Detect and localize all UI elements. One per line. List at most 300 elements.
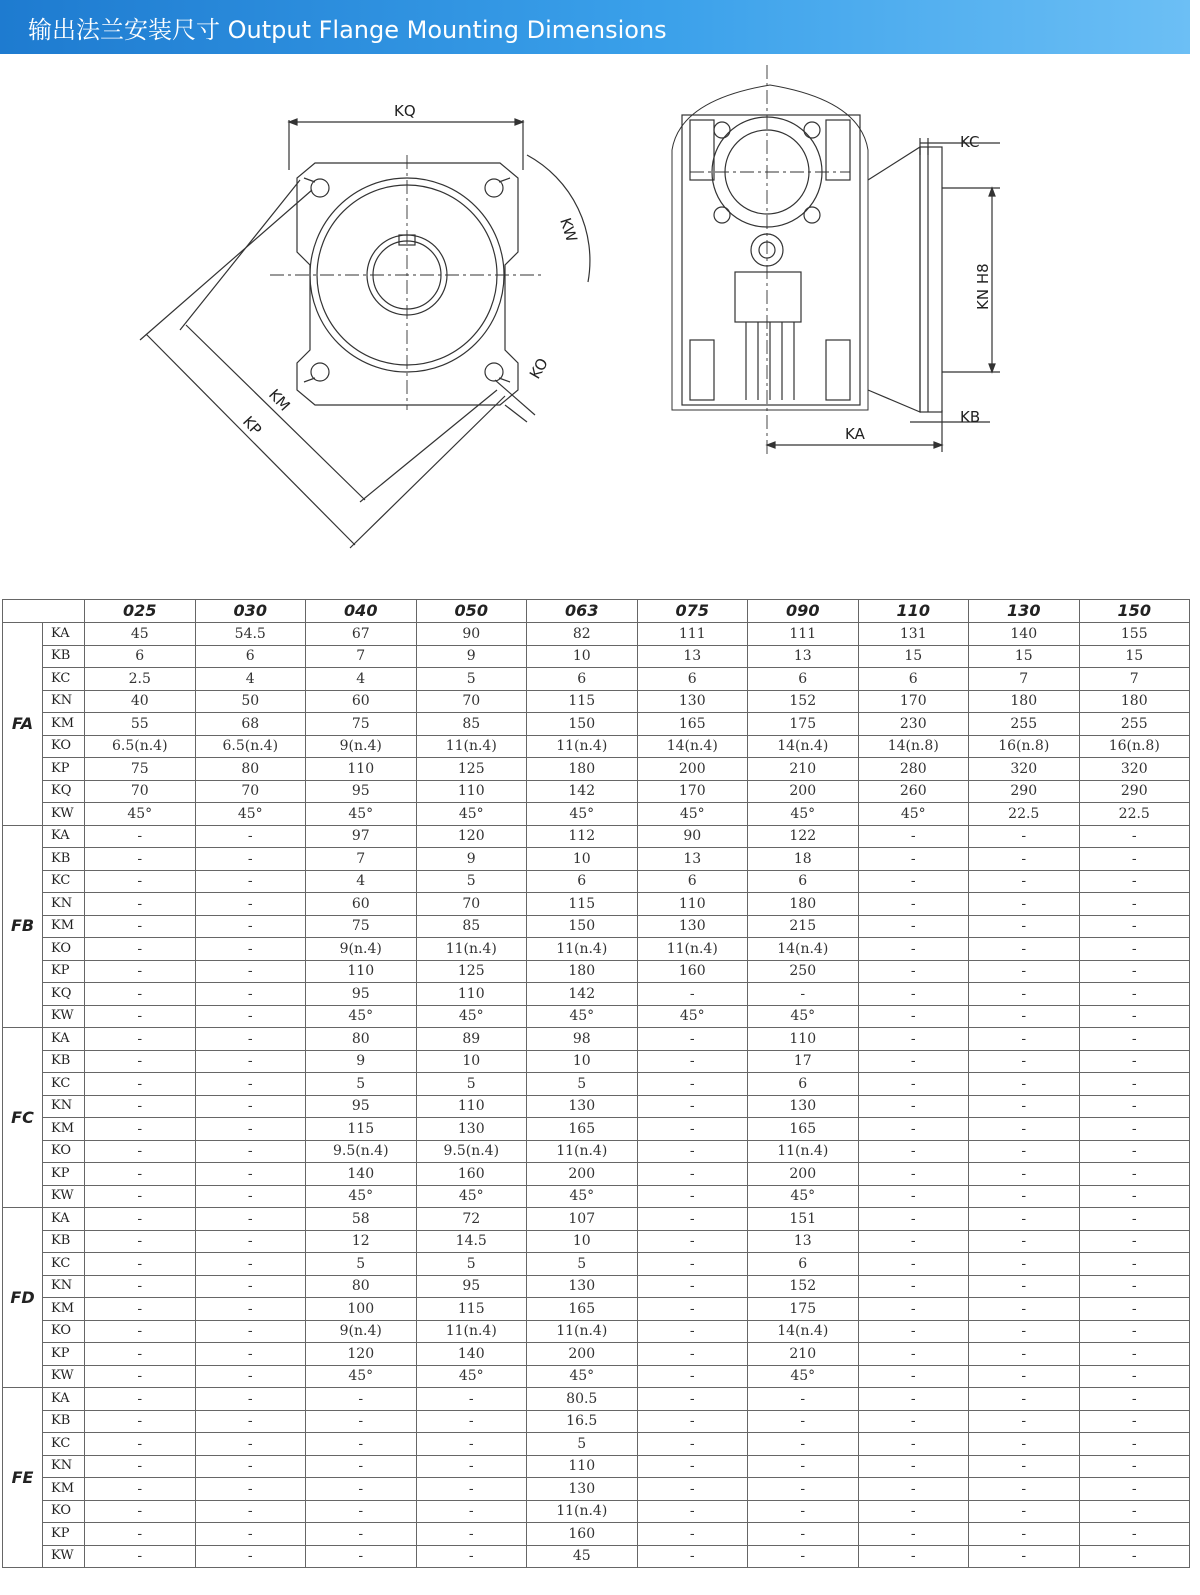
value-cell: - [416,1388,527,1411]
value-cell: - [858,1230,969,1253]
value-cell: 5 [527,1073,638,1096]
value-cell: 130 [416,1118,527,1141]
value-cell: 115 [306,1118,417,1141]
parameter-cell: KM [43,915,85,938]
value-cell: - [1079,960,1190,983]
value-cell: - [969,1500,1080,1523]
value-cell: - [858,1343,969,1366]
value-cell: - [858,893,969,916]
value-cell: - [637,1163,748,1186]
value-cell: - [858,1118,969,1141]
value-cell: 130 [527,1275,638,1298]
value-cell: 14(n.4) [748,1320,859,1343]
value-cell: - [85,848,196,871]
value-cell: 11(n.4) [527,1500,638,1523]
value-cell: 15 [858,645,969,668]
value-cell: - [85,938,196,961]
value-cell: - [195,1500,306,1523]
value-cell: - [1079,1523,1190,1546]
value-cell: 70 [195,780,306,803]
value-cell: - [858,1478,969,1501]
value-cell: 5 [416,668,527,691]
value-cell: - [1079,825,1190,848]
label-km: KM [265,385,294,415]
value-cell: 18 [748,848,859,871]
table-row [3,1073,1190,1096]
label-kp: KP [239,412,266,439]
value-cell: - [858,1185,969,1208]
value-cell: 67 [306,623,417,646]
value-cell: - [858,1095,969,1118]
value-cell: - [969,1298,1080,1321]
value-cell: 80 [195,758,306,781]
value-cell: - [85,1050,196,1073]
value-cell: - [969,1118,1080,1141]
table-row [3,735,1190,758]
table-row [3,983,1190,1006]
value-cell: - [195,1118,306,1141]
table-row [3,1253,1190,1276]
label-kc: KC [960,133,980,151]
value-cell: 155 [1079,623,1190,646]
value-cell: 170 [637,780,748,803]
value-cell: - [858,1455,969,1478]
parameter-cell: KM [43,1478,85,1501]
value-cell: - [1079,1095,1190,1118]
value-cell: - [748,1455,859,1478]
value-cell: 150 [527,915,638,938]
value-cell: 45° [306,1005,417,1028]
value-cell: - [195,1095,306,1118]
value-cell: - [637,1320,748,1343]
header-corner [3,600,85,623]
value-cell: - [85,1523,196,1546]
value-cell: - [858,1253,969,1276]
value-cell: 4 [306,870,417,893]
value-cell: 6 [527,668,638,691]
value-cell: - [969,1365,1080,1388]
table-row [3,623,1190,646]
value-cell: - [1079,1500,1190,1523]
value-cell: 70 [85,780,196,803]
table-row [3,870,1190,893]
value-cell: - [1079,1005,1190,1028]
value-cell: - [858,1163,969,1186]
value-cell: 110 [416,780,527,803]
flange-group-label: FB [3,825,43,1028]
value-cell: 111 [637,623,748,646]
value-cell: - [858,1005,969,1028]
value-cell: - [195,1140,306,1163]
parameter-cell: KW [43,1005,85,1028]
value-cell: - [85,1388,196,1411]
parameter-cell: KC [43,1433,85,1456]
table-row [3,915,1190,938]
value-cell: - [969,960,1080,983]
value-cell: - [748,1410,859,1433]
table-row [3,938,1190,961]
parameter-cell: KW [43,1545,85,1568]
value-cell: - [858,1410,969,1433]
value-cell: 9 [306,1050,417,1073]
parameter-cell: KP [43,1163,85,1186]
value-cell: - [306,1545,417,1568]
value-cell: 13 [637,848,748,871]
value-cell: 11(n.4) [527,1320,638,1343]
value-cell: 11(n.4) [416,1320,527,1343]
value-cell: - [416,1455,527,1478]
parameter-cell: KM [43,713,85,736]
parameter-cell: KM [43,1298,85,1321]
value-cell: 15 [969,645,1080,668]
value-cell: - [195,1320,306,1343]
value-cell: - [1079,1320,1190,1343]
value-cell: - [85,1275,196,1298]
value-cell: 131 [858,623,969,646]
value-cell: - [637,1433,748,1456]
value-cell: - [969,825,1080,848]
value-cell: 72 [416,1208,527,1231]
value-cell: - [1079,1365,1190,1388]
parameter-cell: KM [43,1118,85,1141]
value-cell: 80 [306,1275,417,1298]
value-cell: - [1079,1073,1190,1096]
value-cell: - [1079,1230,1190,1253]
value-cell: 230 [858,713,969,736]
value-cell: - [85,1005,196,1028]
table-row [3,1140,1190,1163]
value-cell: - [195,893,306,916]
value-cell: 6 [748,1073,859,1096]
value-cell: 9.5(n.4) [416,1140,527,1163]
value-cell: 6 [527,870,638,893]
value-cell: - [85,1410,196,1433]
table-row [3,893,1190,916]
value-cell: 13 [637,645,748,668]
parameter-cell: KQ [43,983,85,1006]
table-row [3,1095,1190,1118]
value-cell: 70 [416,893,527,916]
value-cell: - [1079,1410,1190,1433]
value-cell: - [195,1410,306,1433]
value-cell: 15 [1079,645,1190,668]
value-cell: - [85,915,196,938]
label-kb: KB [960,408,981,426]
value-cell: 40 [85,690,196,713]
value-cell: 45° [527,803,638,826]
value-cell: 110 [416,983,527,1006]
value-cell: - [1079,1275,1190,1298]
value-cell: 45° [637,1005,748,1028]
value-cell: 9 [416,848,527,871]
value-cell: 110 [748,1028,859,1051]
value-cell: - [1079,893,1190,916]
value-cell: 11(n.4) [416,938,527,961]
value-cell: 82 [527,623,638,646]
flange-group-label: FA [3,623,43,826]
value-cell: - [969,983,1080,1006]
value-cell: 250 [748,960,859,983]
value-cell: - [195,1163,306,1186]
value-cell: 45° [527,1185,638,1208]
value-cell: 115 [527,690,638,713]
table-row [3,645,1190,668]
parameter-cell: KC [43,870,85,893]
value-cell: - [1079,1455,1190,1478]
parameter-cell: KN [43,690,85,713]
value-cell: - [969,1433,1080,1456]
value-cell: - [858,938,969,961]
value-cell: 165 [637,713,748,736]
parameter-cell: KA [43,825,85,848]
value-cell: 260 [858,780,969,803]
value-cell: 140 [306,1163,417,1186]
parameter-cell: KB [43,1410,85,1433]
value-cell: - [637,1343,748,1366]
value-cell: - [858,1433,969,1456]
table-row [3,1298,1190,1321]
value-cell: - [858,1523,969,1546]
value-cell: 180 [748,893,859,916]
value-cell: 17 [748,1050,859,1073]
value-cell: 110 [306,758,417,781]
parameter-cell: KN [43,893,85,916]
parameter-cell: KA [43,1388,85,1411]
value-cell: - [416,1523,527,1546]
value-cell: - [969,1163,1080,1186]
value-cell: - [858,1388,969,1411]
parameter-cell: KA [43,623,85,646]
column-header: 040 [306,600,417,623]
value-cell: - [85,1140,196,1163]
value-cell: - [306,1500,417,1523]
value-cell: - [637,1545,748,1568]
value-cell: 210 [748,758,859,781]
parameter-cell: KN [43,1275,85,1298]
value-cell: - [748,1388,859,1411]
value-cell: - [637,1455,748,1478]
value-cell: 125 [416,960,527,983]
value-cell: - [969,1230,1080,1253]
flange-group-label: FC [3,1028,43,1208]
value-cell: - [969,1410,1080,1433]
parameter-cell: KB [43,645,85,668]
value-cell: 6 [195,645,306,668]
value-cell: 165 [527,1118,638,1141]
value-cell: 6 [85,645,196,668]
value-cell: - [637,1073,748,1096]
value-cell: - [1079,1140,1190,1163]
value-cell: - [306,1388,417,1411]
value-cell: 120 [416,825,527,848]
value-cell: 290 [1079,780,1190,803]
table-row [3,668,1190,691]
value-cell: - [306,1433,417,1456]
flange-front-view [140,119,590,548]
parameter-cell: KA [43,1208,85,1231]
value-cell: 10 [416,1050,527,1073]
value-cell: - [858,848,969,871]
value-cell: 45° [748,1365,859,1388]
value-cell: 151 [748,1208,859,1231]
value-cell: - [416,1478,527,1501]
value-cell: - [1079,1298,1190,1321]
value-cell: 95 [306,780,417,803]
value-cell: 95 [306,983,417,1006]
value-cell: 45° [748,803,859,826]
value-cell: 13 [748,1230,859,1253]
value-cell: - [85,1230,196,1253]
value-cell: 10 [527,645,638,668]
value-cell: - [1079,1343,1190,1366]
value-cell: - [969,1253,1080,1276]
table-row [3,1410,1190,1433]
value-cell: 55 [85,713,196,736]
value-cell: - [195,1028,306,1051]
parameter-cell: KC [43,1253,85,1276]
table-row [3,825,1190,848]
value-cell: 16.5 [527,1410,638,1433]
parameter-cell: KA [43,1028,85,1051]
value-cell: - [637,983,748,1006]
value-cell: - [1079,1208,1190,1231]
value-cell: - [858,1073,969,1096]
value-cell: 6.5(n.4) [85,735,196,758]
value-cell: - [1079,1185,1190,1208]
value-cell: 45 [527,1545,638,1568]
value-cell: - [195,1433,306,1456]
value-cell: - [637,1028,748,1051]
table-row [3,1388,1190,1411]
value-cell: - [1079,1028,1190,1051]
value-cell: 152 [748,690,859,713]
value-cell: 175 [748,713,859,736]
value-cell: - [195,983,306,1006]
table-row [3,1028,1190,1051]
value-cell: 14(n.4) [748,938,859,961]
table-row [3,1230,1190,1253]
gearbox-side-view [672,65,1000,455]
value-cell: - [858,1298,969,1321]
label-ko: KO [525,354,552,382]
value-cell: 110 [637,893,748,916]
value-cell: 4 [306,668,417,691]
parameter-cell: KP [43,960,85,983]
value-cell: - [748,1500,859,1523]
value-cell: 200 [748,780,859,803]
table-row [3,1523,1190,1546]
table-row [3,713,1190,736]
value-cell: 45° [195,803,306,826]
value-cell: - [195,938,306,961]
value-cell: - [85,870,196,893]
value-cell: 142 [527,780,638,803]
table-row [3,1545,1190,1568]
value-cell: 45° [306,1365,417,1388]
value-cell: - [195,1545,306,1568]
value-cell: 80.5 [527,1388,638,1411]
table-row [3,1208,1190,1231]
column-header: 150 [1079,600,1190,623]
value-cell: - [858,1365,969,1388]
value-cell: 75 [306,915,417,938]
value-cell: - [195,1185,306,1208]
value-cell: - [85,1298,196,1321]
value-cell: - [637,1095,748,1118]
value-cell: 14.5 [416,1230,527,1253]
value-cell: 89 [416,1028,527,1051]
value-cell: 130 [527,1478,638,1501]
value-cell: - [969,1478,1080,1501]
value-cell: 5 [306,1253,417,1276]
value-cell: 130 [527,1095,638,1118]
value-cell: - [637,1365,748,1388]
value-cell: 75 [306,713,417,736]
value-cell: 200 [527,1343,638,1366]
value-cell: 125 [416,758,527,781]
label-ka: KA [845,425,865,443]
value-cell: - [969,848,1080,871]
parameter-cell: KQ [43,780,85,803]
value-cell: 165 [527,1298,638,1321]
value-cell: 120 [306,1343,417,1366]
value-cell: 9.5(n.4) [306,1140,417,1163]
value-cell: 12 [306,1230,417,1253]
parameter-cell: KB [43,848,85,871]
value-cell: - [637,1275,748,1298]
value-cell: - [969,1320,1080,1343]
parameter-cell: KO [43,1320,85,1343]
value-cell: 95 [306,1095,417,1118]
value-cell: - [969,1545,1080,1568]
value-cell: 70 [416,690,527,713]
value-cell: 11(n.4) [527,1140,638,1163]
value-cell: 210 [748,1343,859,1366]
value-cell: - [748,983,859,1006]
parameter-cell: KN [43,1095,85,1118]
parameter-cell: KW [43,803,85,826]
value-cell: 9(n.4) [306,735,417,758]
value-cell: - [1079,915,1190,938]
value-cell: - [637,1500,748,1523]
value-cell: 6 [748,870,859,893]
column-header: 090 [748,600,859,623]
value-cell: - [1079,1253,1190,1276]
value-cell: 5 [527,1253,638,1276]
table-row [3,1365,1190,1388]
value-cell: 54.5 [195,623,306,646]
label-kq: KQ [394,102,416,120]
value-cell: 160 [527,1523,638,1546]
value-cell: 115 [527,893,638,916]
value-cell: - [858,1028,969,1051]
value-cell: 165 [748,1118,859,1141]
value-cell: 6 [637,668,748,691]
value-cell: - [85,893,196,916]
value-cell: 11(n.4) [527,735,638,758]
value-cell: - [306,1455,417,1478]
value-cell: - [858,1050,969,1073]
flange-group-label: FD [3,1208,43,1388]
parameter-cell: KO [43,735,85,758]
value-cell: 11(n.4) [748,1140,859,1163]
value-cell: 45° [85,803,196,826]
parameter-cell: KP [43,1343,85,1366]
value-cell: - [969,870,1080,893]
drawings-area [0,60,1190,590]
value-cell: 45° [748,1005,859,1028]
table-row [3,1185,1190,1208]
